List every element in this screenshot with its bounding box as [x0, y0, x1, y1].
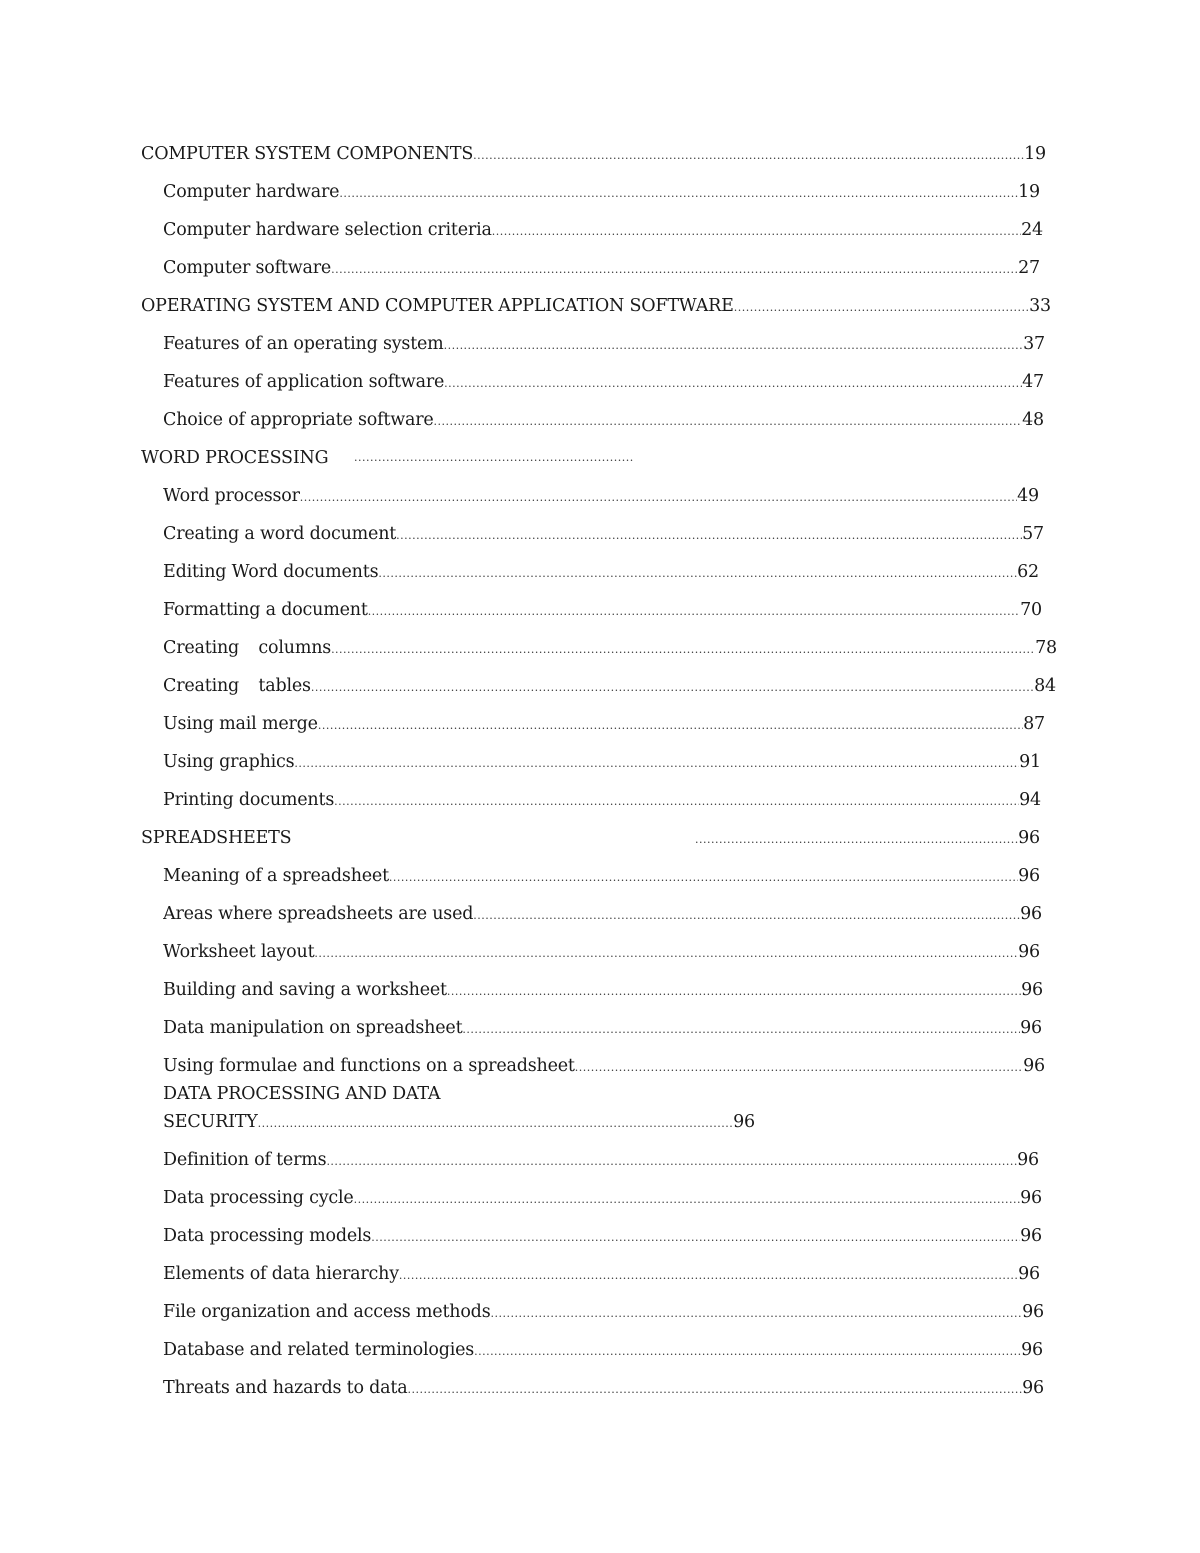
toc-entry-title: Data processing cycle	[163, 1188, 354, 1208]
toc-entry-title: OPERATING SYSTEM AND COMPUTER APPLICATION SOFTWARE	[141, 296, 734, 316]
toc-leader-dots	[311, 676, 1034, 698]
toc-leader-dots	[331, 638, 1035, 660]
toc-entry-editing-word-documents[interactable]	[163, 560, 1039, 584]
toc-page-number: 24	[1021, 220, 1043, 240]
toc-page-number: 48	[1022, 410, 1044, 430]
toc-entry-title: Computer software	[163, 258, 332, 278]
toc-page-number: 96	[1022, 1302, 1044, 1322]
toc-entry-database-terminologies[interactable]	[163, 1338, 1043, 1362]
toc-section-spreadsheets[interactable]	[141, 826, 1040, 850]
toc-entry-title: COMPUTER SYSTEM COMPONENTS	[141, 144, 474, 164]
toc-leader-dots	[444, 372, 1022, 394]
toc-page-number: 47	[1022, 372, 1044, 392]
toc-page-number: 96	[1022, 1378, 1044, 1398]
toc-page-number: 96	[1017, 1150, 1039, 1170]
toc-entry-title: Building and saving a worksheet	[163, 980, 447, 1000]
toc-section-computer-system-components[interactable]	[141, 142, 1046, 166]
toc-leader-dots	[334, 790, 1019, 812]
toc-entry-title: Creating columns	[163, 638, 332, 658]
toc-entry-title: Word processor	[163, 486, 300, 506]
toc-entry-word-processor[interactable]	[163, 484, 1039, 508]
toc-entry-mail-merge[interactable]	[163, 712, 1045, 736]
toc-page-number: 96	[1020, 1188, 1042, 1208]
toc-leader-dots	[326, 1150, 1017, 1172]
toc-entry-building-saving-worksheet[interactable]	[163, 978, 1043, 1002]
toc-leader-dots	[339, 182, 1018, 204]
toc-entry-formulae-functions[interactable]	[163, 1054, 1045, 1078]
toc-entry-hardware-selection-criteria[interactable]	[163, 218, 1043, 242]
toc-page-number: 84	[1034, 676, 1056, 696]
toc-page-number: 19	[1024, 144, 1046, 164]
toc-page-number: 70	[1020, 600, 1042, 620]
toc-leader-dots	[473, 904, 1020, 926]
toc-page-number: 96	[1020, 904, 1042, 924]
toc-entry-title: Meaning of a spreadsheet	[163, 866, 389, 886]
toc-entry-title: Printing documents	[163, 790, 335, 810]
toc-page-number: 94	[1019, 790, 1041, 810]
toc-page-number: 96	[1018, 866, 1040, 886]
toc-page-number: 96	[1018, 1264, 1040, 1284]
toc-page-number: 96	[1018, 942, 1040, 962]
toc-entry-title: Formatting a document	[163, 600, 368, 620]
toc-entry-title: Features of an operating system	[163, 334, 444, 354]
toc-leader-dots	[294, 752, 1019, 774]
toc-entry-using-graphics[interactable]	[163, 750, 1041, 774]
toc-entry-creating-columns[interactable]	[163, 636, 1057, 660]
toc-leader-dots	[318, 714, 1023, 736]
toc-leader-dots	[492, 220, 1021, 242]
toc-leader-dots	[575, 1056, 1023, 1078]
toc-leader-dots	[695, 828, 1018, 850]
toc-entry-title: Elements of data hierarchy	[163, 1264, 399, 1284]
toc-entry-title: Definition of terms	[163, 1150, 327, 1170]
toc-entry-title: Features of application software	[163, 372, 445, 392]
toc-entry-title: SECURITY	[163, 1112, 258, 1132]
toc-leader-dots	[368, 600, 1020, 622]
toc-leader-dots	[300, 486, 1017, 508]
toc-entry-title: Database and related terminologies	[163, 1340, 475, 1360]
toc-page-number: 62	[1017, 562, 1039, 582]
toc-entry-title: File organization and access methods	[163, 1302, 491, 1322]
toc-page-number: 33	[1029, 296, 1051, 316]
toc-section-word-processing[interactable]	[141, 446, 328, 470]
toc-entry-computer-software[interactable]	[163, 256, 1040, 280]
toc-entry-worksheet-layout[interactable]	[163, 940, 1040, 964]
toc-leader-dots	[462, 1018, 1020, 1040]
toc-leader-dots	[354, 1188, 1021, 1210]
toc-leader-dots	[399, 1264, 1018, 1286]
toc-page-number: 91	[1019, 752, 1041, 772]
toc-entry-formatting-document[interactable]	[163, 598, 1042, 622]
toc-entry-title: Using graphics	[163, 752, 295, 772]
toc-leader-dots	[331, 258, 1018, 280]
toc-entry-title: DATA PROCESSING AND DATA	[163, 1084, 441, 1104]
toc-entry-application-software-features[interactable]	[163, 370, 1044, 394]
toc-entry-threats-hazards[interactable]	[163, 1376, 1044, 1400]
toc-page-number: 37	[1023, 334, 1045, 354]
toc-section-operating-system[interactable]	[141, 294, 1051, 318]
toc-page-number: 87	[1023, 714, 1045, 734]
toc-page-number: 19	[1018, 182, 1040, 202]
toc-page-number: 78	[1035, 638, 1057, 658]
toc-leader-dots	[371, 1226, 1020, 1248]
toc-entry-title: Using mail merge	[163, 714, 318, 734]
toc-entry-file-organization[interactable]	[163, 1300, 1044, 1324]
toc-leader-dots	[734, 296, 1029, 318]
toc-leader-dots	[258, 1112, 734, 1134]
toc-leader-dots	[314, 942, 1018, 964]
toc-entry-title: Computer hardware selection criteria	[163, 220, 492, 240]
toc-entry-choice-of-software[interactable]	[163, 408, 1044, 432]
toc-page-number: 27	[1018, 258, 1040, 278]
toc-section-data-security[interactable]	[163, 1110, 755, 1134]
toc-section-data-processing[interactable]	[163, 1082, 440, 1106]
toc-page-number: 57	[1022, 524, 1044, 544]
toc-leader-dots	[490, 1302, 1022, 1324]
toc-entry-title: SPREADSHEETS	[141, 828, 292, 848]
toc-entry-title: Computer hardware	[163, 182, 340, 202]
toc-entry-title: WORD PROCESSING	[141, 448, 329, 468]
toc-leader-dots	[396, 524, 1022, 546]
toc-page-number: 96	[1023, 1056, 1045, 1076]
toc-entry-creating-word-document[interactable]	[163, 522, 1044, 546]
toc-page-number: 96	[1018, 828, 1040, 848]
toc-entry-creating-tables[interactable]	[163, 674, 1056, 698]
toc-page-number: 49	[1017, 486, 1039, 506]
toc-leader-dots	[444, 334, 1024, 356]
toc-entry-title: Data processing models	[163, 1226, 372, 1246]
toc-entry-title: Threats and hazards to data	[163, 1378, 408, 1398]
toc-leader-dots	[378, 562, 1017, 584]
toc-page-number: 96	[733, 1112, 755, 1132]
toc-entry-data-processing-cycle[interactable]	[163, 1186, 1042, 1210]
toc-entry-title: Editing Word documents	[163, 562, 379, 582]
toc-page-number: 96	[1021, 1340, 1043, 1360]
toc-entry-computer-hardware[interactable]	[163, 180, 1040, 204]
toc-entry-data-processing-models[interactable]	[163, 1224, 1042, 1248]
toc-entry-printing-documents[interactable]	[163, 788, 1041, 812]
toc-leader-dots	[434, 410, 1023, 432]
toc-entry-areas-spreadsheets-used[interactable]	[163, 902, 1042, 926]
toc-page-number: 96	[1021, 980, 1043, 1000]
toc-entry-data-manipulation[interactable]	[163, 1016, 1042, 1040]
toc-leader-dots	[474, 1340, 1021, 1362]
toc-entry-meaning-of-spreadsheet[interactable]	[163, 864, 1040, 888]
toc-entry-definition-of-terms[interactable]	[163, 1148, 1039, 1172]
toc-entry-title: Creating a word document	[163, 524, 397, 544]
toc-entry-title: Using formulae and functions on a spreadsheet	[163, 1056, 575, 1076]
toc-leader-dots	[407, 1378, 1022, 1400]
toc-entry-data-hierarchy[interactable]	[163, 1262, 1040, 1286]
toc-leader-dots	[447, 980, 1021, 1002]
toc-entry-title: Creating tables	[163, 676, 311, 696]
toc-page-number: 96	[1020, 1226, 1042, 1246]
toc-leader-dots	[354, 446, 634, 470]
toc-entry-title: Areas where spreadsheets are used	[163, 904, 474, 924]
toc-entry-title: Worksheet layout	[163, 942, 315, 962]
toc-leader-dots	[389, 866, 1018, 888]
toc-entry-title: Data manipulation on spreadsheet	[163, 1018, 463, 1038]
toc-entry-os-features[interactable]	[163, 332, 1045, 356]
toc-page-number: 96	[1020, 1018, 1042, 1038]
toc-entry-title: Choice of appropriate software	[163, 410, 434, 430]
toc-leader-dots	[473, 144, 1024, 166]
